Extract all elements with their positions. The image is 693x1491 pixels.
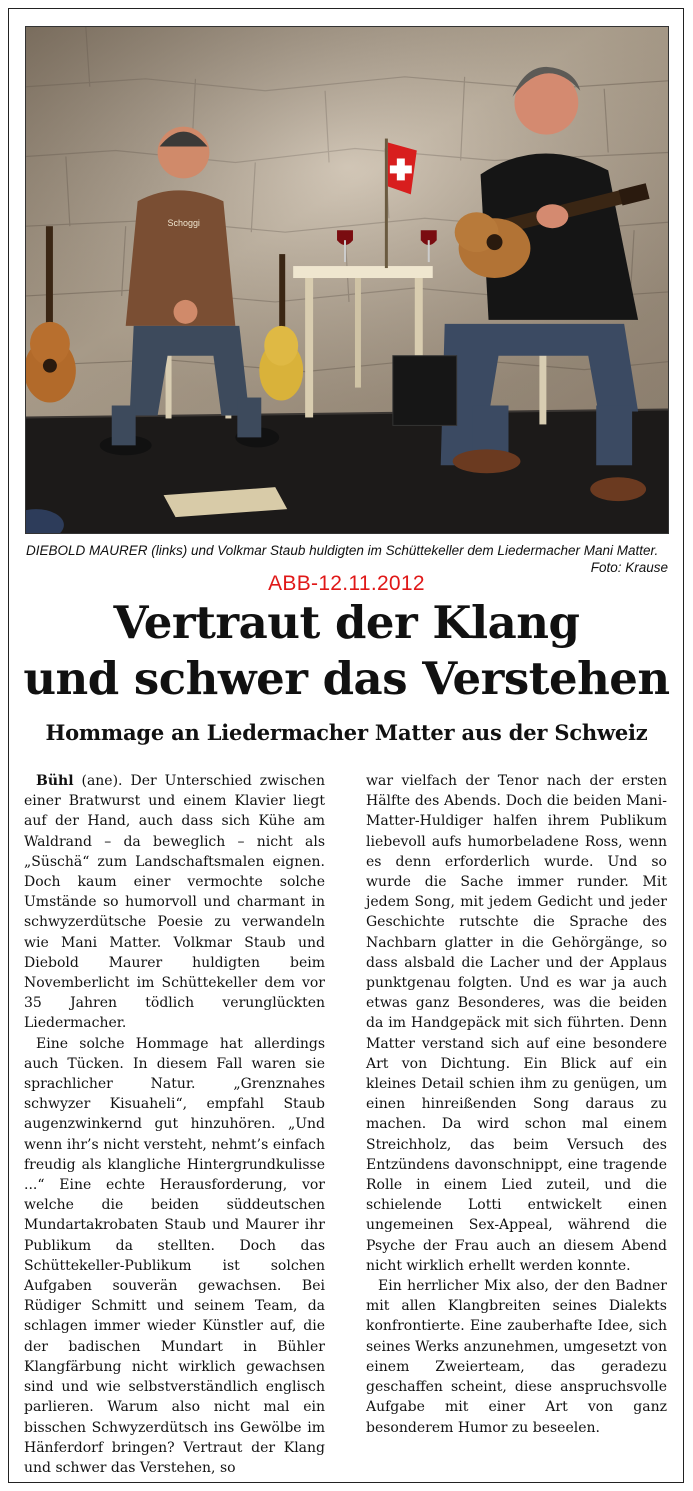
photo-credit: Foto: Krause bbox=[590, 560, 668, 575]
article-photo bbox=[25, 26, 669, 534]
subheadline: Hommage an Liedermacher Matter aus der Schweiz bbox=[45, 720, 648, 745]
paragraph-1-text: (ane). Der Unterschied zwischen einer Bratwurst und einem Klavier liegt auf der Hand, auch dass sich Kühe am Waldrand – da beweglich – nicht als „Süschä“ zum Landschaftsmalen eignen. Doch kaum einer vermochte solche Umstände so humorvoll und charmant in schwyzerdütsche Poesie zu verwandeln wie Mani Matter. Volkmar Staub und Diebold Maurer huldigten beim Novemberlicht im Schüttekeller dem vor 35 Jahren tödlich verunglückten Liedermacher. bbox=[24, 773, 325, 1032]
amp-case bbox=[393, 356, 457, 426]
paragraph-1 bbox=[24, 771, 325, 1034]
paragraph-4: Ein herrlicher Mix also, der den Badner mit allen Klangbreiten seines Dialekts konfrontierte. Eine zauberhafte Idee, sich seines Werks anzunehmen, umgesetzt von einem Zweierteam, das geradezu geschaffen scheint, diese anspruchsvolle Aufgabe mit einer Art von ganz besonderem Humor zu beseelen. bbox=[366, 1278, 667, 1436]
headline-line-1: Vertraut der Klang bbox=[113, 596, 580, 649]
shirt-text: Schoggi bbox=[167, 218, 200, 229]
caption-text: DIEBOLD MAURER (links) und Volkmar Staub huldigten im Schüttekeller dem Liedermacher Mani Matter. bbox=[26, 543, 659, 558]
headline-line-2: und schwer das Verstehen bbox=[23, 652, 670, 705]
photo-caption bbox=[26, 542, 668, 575]
article-column-2 bbox=[366, 771, 667, 1438]
stage-photo-illustration bbox=[26, 27, 668, 533]
dateline-place: Bühl bbox=[36, 773, 74, 789]
paragraph-3: war vielfach der Tenor nach der ersten Hälfte des Abends. Doch die beiden Mani-Matter-Huldiger halfen ihrem Publikum liebevoll aufs humorbeladene Ross, wenn es denn erforderlich wurde. Und so wurde die Sache immer runder. Mit jedem Song, mit jedem Gedicht und jeder Geschichte rutschte die Sprache des Nachbarn glatter in die Gehörgänge, so dass alsbald die Lacher und der Applaus punktgenau folgten. Und es war ja auch etwas ganz Besonderes, was die beiden da im Handgepäck mit sich führten. Denn Matter verstand sich auf eine besondere Art von Dichtung. Ein Blick auf ein kleines Detail schien ihm zu genügen, um einen hinreißenden Song daraus zu machen. Da wird schon mal einem Streichholz, das beim Versuch des Entzündens davonschnippt, eine tragende Rolle in einem Lied zuteil, und die schielende Lotti entwickelt einen ungemeinen Sex-Appeal, während die Psyche der Frau auch an diesem Abend nicht wirklich erhellt werden konnte. bbox=[366, 773, 667, 1274]
headline bbox=[0, 595, 693, 707]
date-stamp: ABB-12.11.2012 bbox=[268, 572, 425, 595]
paragraph-2: Eine solche Hommage hat allerdings auch Tücken. In diesem Fall waren sie sprachlicher Natur. „Grenznahes schwyzer Kisuaheli“, empfahl Staub augenzwinkernd gut hinzuhören. „Und wenn ihr’s nicht versteht, nehmt’s einfach freudig als klangliche Hintergrundkulisse ...“ Eine echte Herausforderung, vor welche die beiden süddeutschen Mundartakrobaten Staub und Maurer ihr Publikum da stellten. Doch das Schüttekeller-Publikum ist solchen Aufgaben souverän gewachsen. Bei Rüdiger Schmitt und seinem Team, da schlagen immer wieder Künstler auf, die der badischen Mundart in Bühler Klangfärbung nicht wirklich gewachsen sind und wie selbstverständlich englisch parlieren. Warum also nicht mal ein bisschen Schwyzerdütsch ins Gewölbe im Hänferdorf bringen? Vertraut der Klang und schwer das Verstehen, so bbox=[24, 1035, 325, 1476]
article-column-1 bbox=[24, 771, 325, 1478]
